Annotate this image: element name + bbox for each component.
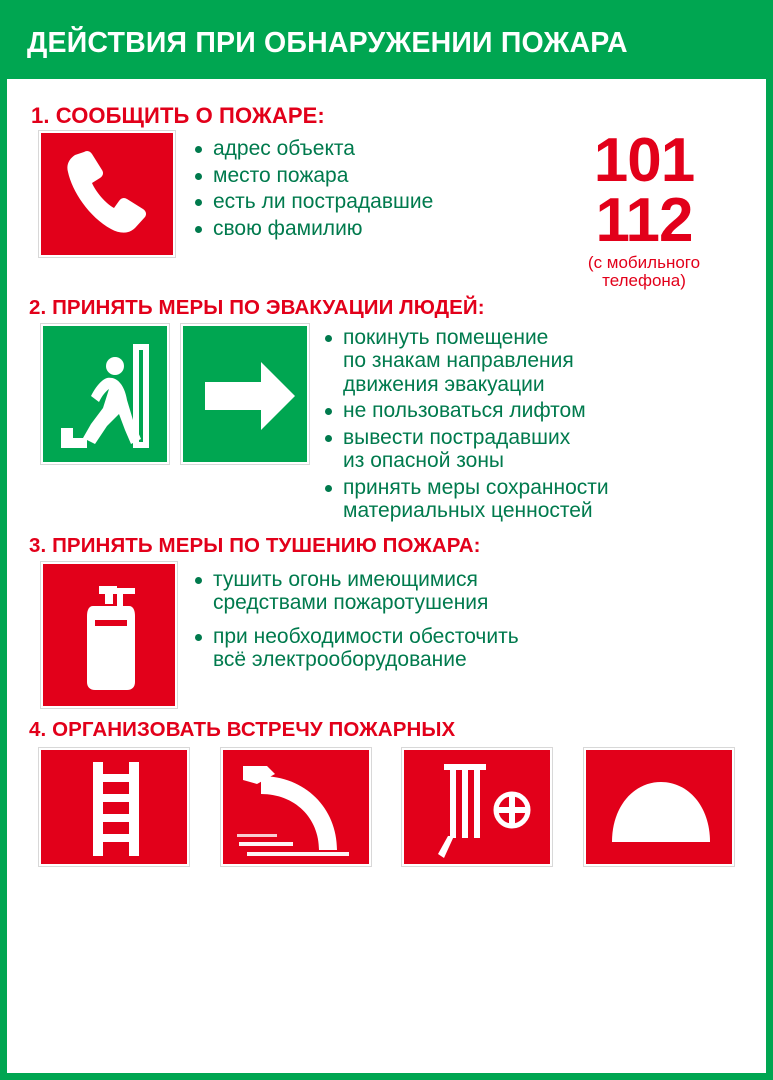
fire-water-source-icon (221, 748, 371, 866)
section-3-icons (21, 562, 181, 708)
list-item-line: вывести пострадавших (343, 425, 571, 449)
list-item (321, 476, 752, 523)
emergency-number-101: 101 (593, 126, 695, 195)
list-item-line: покинуть помещение (343, 325, 549, 349)
section-2-icons (21, 324, 311, 464)
list-item: свою фамилию (191, 217, 536, 241)
list-item (321, 399, 752, 423)
emergency-numbers (536, 126, 752, 290)
section-2-list-wrap (311, 324, 752, 526)
list-item (191, 625, 752, 672)
section-3-list (191, 568, 752, 672)
list-item: адрес объекта (191, 137, 536, 161)
list-item-subline: средствами пожаротушения (213, 591, 489, 615)
page-title: ДЕЙСТВИЯ ПРИ ОБНАРУЖЕНИИ ПОЖАРА (27, 26, 628, 59)
section-1-content (21, 126, 752, 290)
list-item-subline: из опасной зоны (343, 449, 505, 473)
list-item: место пожара (191, 164, 536, 188)
mobile-note-line-2: телефона) (602, 270, 686, 290)
list-item (191, 568, 752, 615)
fire-blanket-icon (584, 748, 734, 866)
list-item: есть ли пострадавшие (191, 190, 536, 214)
fire-ladder-icon (39, 748, 189, 866)
list-item (321, 326, 752, 397)
list-item-subline: движения эвакуации (343, 372, 545, 396)
poster-body (7, 79, 766, 866)
list-item-line: тушить огонь имеющимися (213, 567, 478, 591)
poster-header (7, 7, 766, 79)
section-2-heading: 2. ПРИНЯТЬ МЕРЫ ПО ЭВАКУАЦИИ ЛЮДЕЙ: (29, 295, 485, 319)
section-1-icons (21, 131, 181, 257)
section-3-content (21, 562, 752, 708)
fire-hose-reel-icon (402, 748, 552, 866)
list-item-line: при необходимости обесточить (213, 624, 519, 648)
section-3-heading: 3. ПРИНЯТЬ МЕРЫ ПО ТУШЕНИЮ ПОЖАРА: (29, 533, 481, 557)
list-item-subline: материальных ценностей (343, 499, 593, 523)
list-item-subline: всё электрооборудование (213, 648, 467, 672)
list-item (321, 426, 752, 473)
section-3-list-wrap (181, 562, 752, 675)
section-2-content (21, 324, 752, 526)
emergency-number-112: 112 (595, 185, 693, 255)
list-item-line: принять меры сохранности (343, 475, 609, 499)
section-1-list-wrap (181, 131, 536, 243)
list-item-line: не пользоваться лифтом (343, 399, 586, 423)
emergency-exit-running-man-icon (41, 324, 169, 464)
section-4-heading: 4. ОРГАНИЗОВАТЬ ВСТРЕЧУ ПОЖАРНЫХ (29, 717, 456, 741)
list-item-subline: по знакам направления (343, 349, 574, 373)
section-1-list (191, 137, 536, 240)
section-2-list (321, 326, 752, 523)
direction-arrow-right-icon (181, 324, 309, 464)
mobile-note-line-1: (с мобильного (587, 253, 701, 273)
section-1-heading: 1. СООБЩИТЬ О ПОЖАРЕ: (31, 103, 325, 128)
fire-extinguisher-icon (41, 562, 177, 708)
section-4-icons (21, 748, 752, 866)
telephone-handset-icon (39, 131, 175, 257)
